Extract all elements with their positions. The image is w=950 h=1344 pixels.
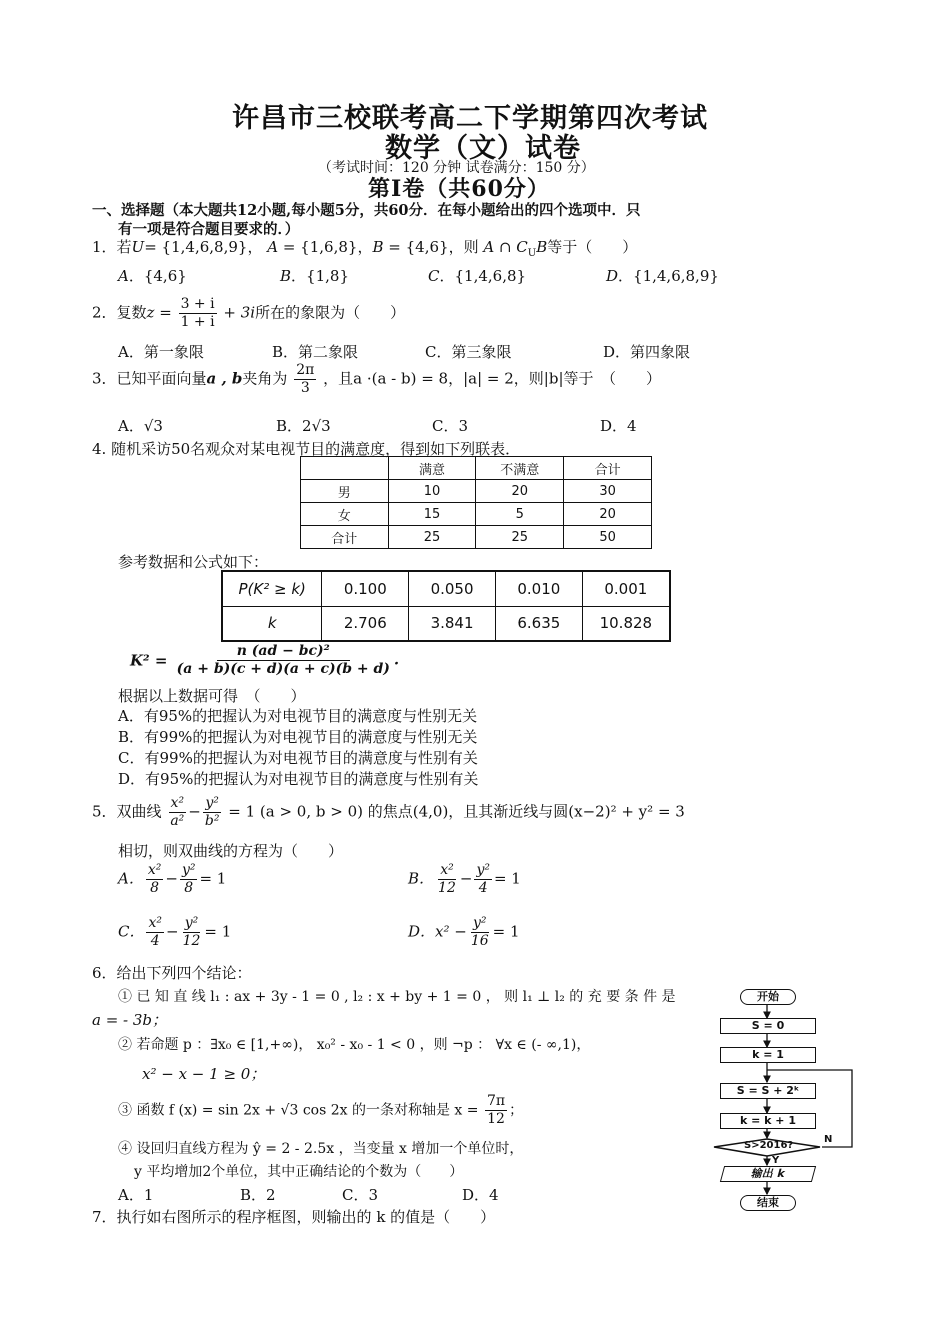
flow-yes-label: Y — [772, 1155, 780, 1166]
table-cell: 20 — [476, 480, 564, 503]
question-6-option-b: B．2 — [240, 1186, 276, 1204]
question-5-option-c: C． $\frac{\text{x²}}{4}$ − $\frac{\text{y²}}{12}$ = 1 — [118, 915, 232, 949]
question-4-ask: 根据以上数据可得 （ ） — [118, 687, 306, 705]
question-5-option-a: A． $\frac{\text{x²}}{8}$ − $\frac{\text{y²}}{8}$ = 1 — [118, 862, 227, 896]
question-3-option-d: D．4 — [600, 417, 637, 435]
table-cell: 男 — [301, 480, 389, 503]
question-6-conclusion-4: ④ 设回归直线方程为 ŷ = 2 - 2.5x ，当变量 x 增加一个单位时， — [118, 1141, 524, 1157]
question-2-option-b: B．第二象限 — [272, 343, 359, 361]
question-6-option-d: D．4 — [462, 1186, 499, 1204]
section-heading-line2: 有一项是符合题目要求的．） — [118, 221, 300, 238]
table-cell: 50 — [564, 526, 652, 549]
reference-table — [221, 570, 671, 642]
flow-output: 输出 k — [720, 1166, 816, 1182]
section-heading-line1: 一、选择题（本大题共12小题,每小题5分，共60分．在每小题给出的四个选项中．只 — [92, 202, 641, 219]
question-2-option-c: C．第三象限 — [425, 343, 512, 361]
question-5-option-d: D．x² − $\frac{\text{y²}}{16}$ = 1 — [408, 915, 520, 949]
ref-cell: 6.635 — [495, 606, 582, 641]
question-6-conclusion-1: ① 已 知 直 线 l₁ : ax + 3y - 1 = 0 , l₂ : x + by + 1 = 0 ， 则 l₁ ⊥ l₂ 的 充 要 条 件 是 — [118, 989, 676, 1005]
question-3-stem: 3．已知平面向量a , b夹角为 $\frac{2\pi}{3}$ ，且a ·(a - b) = 8，|a| = 2，则|b|等于 （ ） — [92, 362, 661, 396]
flow-condition: S>2016? — [744, 1140, 794, 1151]
flow-start: 开始 — [740, 989, 796, 1005]
table-cell: 25 — [476, 526, 564, 549]
question-5-stem-line2: 相切，则双曲线的方程为（ ） — [118, 842, 344, 860]
ref-cell: 10.828 — [582, 606, 670, 641]
question-6-stem: 6．给出下列四个结论： — [92, 964, 252, 982]
question-5-stem: 5．双曲线 $\frac{\text{x²}}{\text{a²}}$ − $\frac{\text{y²}}{\text{b²}}$ = 1 (a > 0, b > 0) 的焦点(4,0)，且其渐近线与圆(x−2)² + y² = 3 — [92, 795, 685, 829]
question-4-option-d: D．有95%的把握认为对电视节目的满意度与性别有关 — [118, 770, 479, 788]
exam-subtitle: 数学（文）试卷 — [385, 133, 581, 164]
table-cell: 5 — [476, 503, 564, 526]
table-header-cell: 满意 — [388, 457, 476, 480]
question-4-option-c: C．有99%的把握认为对电视节目的满意度与性别有关 — [118, 749, 478, 767]
question-1-option-a: A．{4,6} — [118, 267, 187, 285]
table-cell: 20 — [564, 503, 652, 526]
question-4-option-b: B．有99%的把握认为对电视节目的满意度与性别无关 — [118, 728, 478, 746]
ref-header-cell: 0.010 — [495, 571, 582, 606]
flow-init-k: k = 1 — [720, 1047, 816, 1063]
question-7-stem: 7．执行如右图所示的程序框图，则输出的 k 的值是（ ） — [92, 1208, 496, 1226]
question-6-conclusion-2: ② 若命题 p ：∃x₀ ∈ [1,+∞)， x₀² - x₀ - 1 < 0 ，则 ¬p ： ∀x ∈ (- ∞,1)， — [118, 1037, 591, 1053]
question-1-option-c: C．{1,4,6,8} — [428, 267, 527, 285]
ref-header-cell: P(K² ≥ k) — [222, 571, 322, 606]
table-cell: 25 — [388, 526, 476, 549]
ref-header-cell: 0.001 — [582, 571, 670, 606]
question-2-option-a: A．第一象限 — [118, 343, 204, 361]
question-4-option-a: A．有95%的把握认为对电视节目的满意度与性别无关 — [118, 707, 478, 725]
question-3-option-c: C．3 — [432, 417, 469, 435]
table-cell: 合计 — [301, 526, 389, 549]
flow-update-s: S = S + 2ᵏ — [720, 1083, 816, 1099]
table-cell: 女 — [301, 503, 389, 526]
question-3-option-a: A．√3 — [118, 417, 163, 435]
chi-square-formula: K² = $\frac{\text{n (ad − bc)²}}{(a + b)(c + d)(a + c)(b + d)}$ . — [130, 643, 400, 677]
ref-header-cell: 0.050 — [409, 571, 496, 606]
ref-cell: 2.706 — [322, 606, 409, 641]
flow-end: 结束 — [740, 1195, 796, 1211]
exam-title: 许昌市三校联考高二下学期第四次考试 — [232, 103, 708, 134]
question-2-option-d: D．第四象限 — [603, 343, 691, 361]
reference-label: 参考数据和公式如下： — [118, 553, 269, 571]
ref-header-cell: 0.100 — [322, 571, 409, 606]
question-1-stem: 1．若U= {1,4,6,8,9}， A = {1,6,8}，B = {4,6}，则 A ∩ $C_UB$等于（ ） — [92, 238, 638, 259]
flow-no-label: N — [824, 1134, 833, 1145]
question-6-option-c: C．3 — [342, 1186, 379, 1204]
table-header-cell: 不满意 — [476, 457, 564, 480]
flow-init-s: S = 0 — [720, 1018, 816, 1034]
question-5-option-b: B． $\frac{\text{x²}}{12}$ − $\frac{\text{y²}}{4}$ = 1 — [408, 862, 521, 896]
question-6-conclusion-2-cont: x² − x − 1 ≥ 0； — [142, 1065, 266, 1083]
question-4-stem: 4. 随机采访50名观众对某电视节目的满意度，得到如下列联表． — [92, 440, 521, 458]
table-cell: 30 — [564, 480, 652, 503]
table-header-cell — [301, 457, 389, 480]
contingency-table — [300, 456, 652, 549]
ref-cell: k — [222, 606, 322, 641]
question-6-conclusion-3: ③ 函数 f (x) = sin 2x + √3 cos 2x 的一条对称轴是 x = $\frac{7\pi}{12}$ ； — [118, 1093, 524, 1127]
table-header-cell: 合计 — [564, 457, 652, 480]
question-6-conclusion-1-cont: a = - 3b； — [92, 1011, 168, 1029]
part-title: 第Ⅰ卷（共60分） — [368, 176, 550, 202]
table-cell: 10 — [388, 480, 476, 503]
exam-info: （考试时间：120 分钟 试卷满分：150 分） — [318, 160, 595, 176]
question-3-option-b: B．2√3 — [276, 417, 331, 435]
question-1-option-d: D．{1,4,6,8,9} — [606, 267, 719, 285]
question-2-stem: 2．复数z = $\frac{3 + i}{1 + i}$ + 3i所在的象限为（ ） — [92, 296, 406, 330]
ref-cell: 3.841 — [409, 606, 496, 641]
question-6-option-a: A．1 — [118, 1186, 154, 1204]
flow-increment-k: k = k + 1 — [720, 1113, 816, 1129]
question-6-conclusion-4-cont: y 平均增加2个单位，其中正确结论的个数为（ ） — [134, 1164, 464, 1180]
flowchart — [700, 985, 860, 1215]
table-cell: 15 — [388, 503, 476, 526]
question-1-option-b: B．{1,8} — [280, 267, 349, 285]
